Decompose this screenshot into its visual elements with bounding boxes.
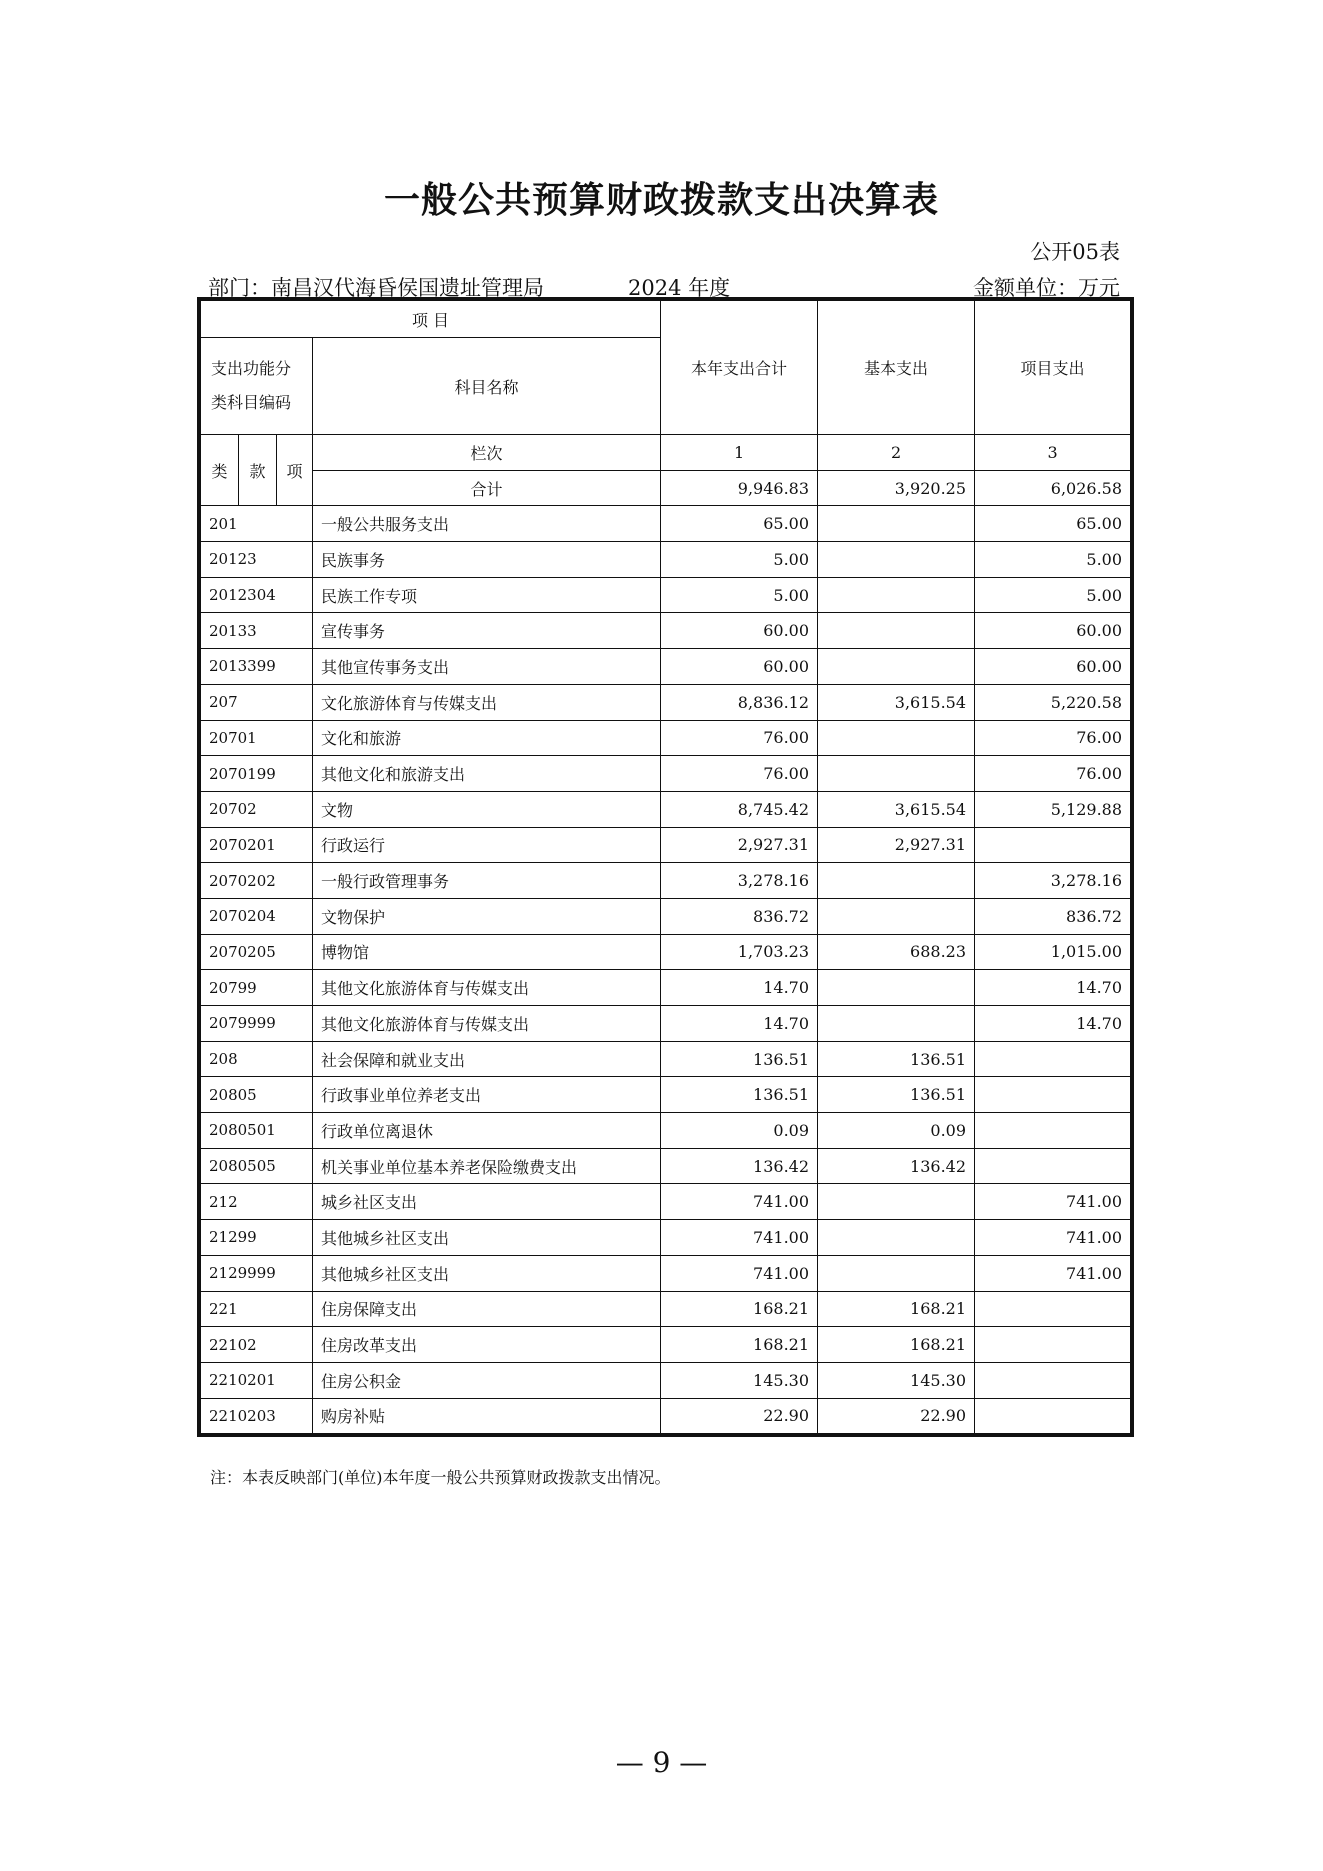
row-name: 其他文化旅游体育与传媒支出	[313, 970, 661, 1006]
row-basic: 2,927.31	[818, 827, 975, 863]
row-total: 60.00	[661, 649, 818, 685]
row-basic: 3,615.54	[818, 791, 975, 827]
row-name: 行政运行	[313, 827, 661, 863]
row-project	[975, 1148, 1131, 1184]
table-row	[201, 1255, 1131, 1291]
table-row	[201, 898, 1131, 934]
header-lei: 类	[201, 435, 239, 506]
row-total: 14.70	[661, 1006, 818, 1042]
row-total: 168.21	[661, 1291, 818, 1327]
row-project: 76.00	[975, 756, 1131, 792]
row-name: 博物馆	[313, 934, 661, 970]
header-code-group	[201, 338, 313, 435]
row-code: 2210203	[201, 1398, 313, 1434]
table-row	[201, 1006, 1131, 1042]
table-row	[201, 577, 1131, 613]
row-name: 民族工作专项	[313, 577, 661, 613]
row-code: 2070199	[201, 756, 313, 792]
row-basic	[818, 1220, 975, 1256]
table-row	[201, 1362, 1131, 1398]
row-basic	[818, 577, 975, 613]
table-row	[201, 1220, 1131, 1256]
header-code-group-text: 支出功能分类科目编码	[211, 359, 292, 412]
row-total: 136.51	[661, 1077, 818, 1113]
row-name: 其他宣传事务支出	[313, 649, 661, 685]
table-row	[201, 720, 1131, 756]
row-total: 8,836.12	[661, 684, 818, 720]
row-project	[975, 1041, 1131, 1077]
header-name: 科目名称	[313, 338, 661, 435]
row-basic	[818, 613, 975, 649]
row-name: 一般公共服务支出	[313, 506, 661, 542]
row-project: 3,278.16	[975, 863, 1131, 899]
row-project: 14.70	[975, 1006, 1131, 1042]
budget-table	[200, 300, 1131, 1434]
table-row	[201, 1184, 1131, 1220]
header-lanci: 栏次	[313, 435, 661, 471]
row-name: 行政事业单位养老支出	[313, 1077, 661, 1113]
row-code: 21299	[201, 1220, 313, 1256]
row-project: 5.00	[975, 542, 1131, 578]
row-total: 22.90	[661, 1398, 818, 1434]
row-basic: 0.09	[818, 1113, 975, 1149]
header-row-lanci	[201, 435, 1131, 471]
row-total: 741.00	[661, 1255, 818, 1291]
row-total: 145.30	[661, 1362, 818, 1398]
row-basic: 136.51	[818, 1077, 975, 1113]
row-total: 168.21	[661, 1327, 818, 1363]
row-code: 20123	[201, 542, 313, 578]
row-basic: 3,615.54	[818, 684, 975, 720]
row-code: 201	[201, 506, 313, 542]
table-row	[201, 827, 1131, 863]
row-basic	[818, 756, 975, 792]
amount-unit: 金额单位：万元	[973, 276, 1120, 300]
row-basic	[818, 863, 975, 899]
table-row	[201, 791, 1131, 827]
row-project	[975, 1327, 1131, 1363]
row-total: 5.00	[661, 577, 818, 613]
row-project	[975, 1291, 1131, 1327]
header-col3: 项目支出	[975, 301, 1131, 435]
row-basic	[818, 542, 975, 578]
row-name: 文物	[313, 791, 661, 827]
row-project	[975, 1362, 1131, 1398]
table-row	[201, 970, 1131, 1006]
row-code: 2210201	[201, 1362, 313, 1398]
row-name: 文化旅游体育与传媒支出	[313, 684, 661, 720]
row-code: 20701	[201, 720, 313, 756]
row-total: 741.00	[661, 1184, 818, 1220]
page-number: — 9 —	[615, 1746, 708, 1779]
row-name: 住房公积金	[313, 1362, 661, 1398]
table-row	[201, 613, 1131, 649]
row-project	[975, 827, 1131, 863]
row-code: 20799	[201, 970, 313, 1006]
row-name: 其他文化和旅游支出	[313, 756, 661, 792]
row-total: 136.51	[661, 1041, 818, 1077]
header-row-item	[201, 301, 1131, 338]
row-project: 1,015.00	[975, 934, 1131, 970]
table-row	[201, 756, 1131, 792]
row-code: 2012304	[201, 577, 313, 613]
row-project: 76.00	[975, 720, 1131, 756]
row-project: 60.00	[975, 649, 1131, 685]
row-total: 1,703.23	[661, 934, 818, 970]
header-n3: 3	[975, 435, 1131, 471]
row-total: 65.00	[661, 506, 818, 542]
row-name: 购房补贴	[313, 1398, 661, 1434]
row-name: 行政单位离退休	[313, 1113, 661, 1149]
row-basic: 145.30	[818, 1362, 975, 1398]
table-row	[201, 1148, 1131, 1184]
table-row	[201, 1327, 1131, 1363]
table-row	[201, 1077, 1131, 1113]
row-code: 2070201	[201, 827, 313, 863]
row-name: 其他文化旅游体育与传媒支出	[313, 1006, 661, 1042]
row-code: 20805	[201, 1077, 313, 1113]
table-row	[201, 684, 1131, 720]
row-basic: 688.23	[818, 934, 975, 970]
row-code: 2079999	[201, 1006, 313, 1042]
row-name: 一般行政管理事务	[313, 863, 661, 899]
row-name: 文物保护	[313, 898, 661, 934]
row-basic: 136.42	[818, 1148, 975, 1184]
row-basic	[818, 1255, 975, 1291]
row-name: 其他城乡社区支出	[313, 1255, 661, 1291]
row-basic: 22.90	[818, 1398, 975, 1434]
table-row	[201, 542, 1131, 578]
fiscal-year: 2024 年度	[628, 276, 731, 300]
row-project	[975, 1398, 1131, 1434]
row-project: 741.00	[975, 1220, 1131, 1256]
total-col3: 6,026.58	[975, 470, 1131, 506]
row-project: 5,129.88	[975, 791, 1131, 827]
page-title: 一般公共预算财政拨款支出决算表	[383, 180, 939, 221]
footnote: 注：本表反映部门(单位)本年度一般公共预算财政拨款支出情况。	[210, 1468, 671, 1487]
table-row	[201, 1113, 1131, 1149]
row-basic	[818, 970, 975, 1006]
row-name: 住房保障支出	[313, 1291, 661, 1327]
row-project: 5.00	[975, 577, 1131, 613]
row-code: 221	[201, 1291, 313, 1327]
row-name: 住房改革支出	[313, 1327, 661, 1363]
department-label: 部门：南昌汉代海昏侯国遗址管理局	[208, 276, 544, 300]
header-col2: 基本支出	[818, 301, 975, 435]
table-row	[201, 863, 1131, 899]
header-item: 项 目	[201, 301, 661, 338]
row-name: 其他城乡社区支出	[313, 1220, 661, 1256]
row-name: 文化和旅游	[313, 720, 661, 756]
row-basic: 168.21	[818, 1327, 975, 1363]
row-total: 741.00	[661, 1220, 818, 1256]
table-row	[201, 1291, 1131, 1327]
table-row	[201, 934, 1131, 970]
row-total: 76.00	[661, 720, 818, 756]
row-total: 2,927.31	[661, 827, 818, 863]
header-n2: 2	[818, 435, 975, 471]
row-name: 民族事务	[313, 542, 661, 578]
row-basic	[818, 720, 975, 756]
row-name: 社会保障和就业支出	[313, 1041, 661, 1077]
row-basic	[818, 649, 975, 685]
row-code: 2080501	[201, 1113, 313, 1149]
header-xiang: 项	[277, 435, 313, 506]
row-basic	[818, 898, 975, 934]
row-total: 3,278.16	[661, 863, 818, 899]
header-n1: 1	[661, 435, 818, 471]
row-code: 20133	[201, 613, 313, 649]
total-row	[201, 470, 1131, 506]
row-basic	[818, 1006, 975, 1042]
row-total: 0.09	[661, 1113, 818, 1149]
row-name: 城乡社区支出	[313, 1184, 661, 1220]
table-row	[201, 649, 1131, 685]
row-total: 5.00	[661, 542, 818, 578]
total-col1: 9,946.83	[661, 470, 818, 506]
row-total: 14.70	[661, 970, 818, 1006]
row-code: 207	[201, 684, 313, 720]
row-project: 14.70	[975, 970, 1131, 1006]
header-kuan: 款	[239, 435, 277, 506]
header-col1: 本年支出合计	[661, 301, 818, 435]
row-code: 212	[201, 1184, 313, 1220]
row-code: 22102	[201, 1327, 313, 1363]
row-basic	[818, 506, 975, 542]
row-code: 2080505	[201, 1148, 313, 1184]
row-project: 5,220.58	[975, 684, 1131, 720]
row-code: 2070205	[201, 934, 313, 970]
row-code: 20702	[201, 791, 313, 827]
table-row	[201, 1041, 1131, 1077]
row-total: 60.00	[661, 613, 818, 649]
row-basic: 136.51	[818, 1041, 975, 1077]
row-project: 836.72	[975, 898, 1131, 934]
row-code: 2129999	[201, 1255, 313, 1291]
row-total: 8,745.42	[661, 791, 818, 827]
row-code: 2070204	[201, 898, 313, 934]
row-project: 741.00	[975, 1255, 1131, 1291]
row-basic	[818, 1184, 975, 1220]
row-name: 机关事业单位基本养老保险缴费支出	[313, 1148, 661, 1184]
row-project	[975, 1077, 1131, 1113]
table-row	[201, 1398, 1131, 1434]
row-total: 76.00	[661, 756, 818, 792]
row-project: 60.00	[975, 613, 1131, 649]
row-total: 836.72	[661, 898, 818, 934]
row-project	[975, 1113, 1131, 1149]
row-code: 2070202	[201, 863, 313, 899]
row-basic: 168.21	[818, 1291, 975, 1327]
row-code: 2013399	[201, 649, 313, 685]
total-col2: 3,920.25	[818, 470, 975, 506]
form-number: 公开05表	[1030, 240, 1120, 264]
row-project: 65.00	[975, 506, 1131, 542]
row-name: 宣传事务	[313, 613, 661, 649]
row-code: 208	[201, 1041, 313, 1077]
total-label: 合计	[313, 470, 661, 506]
row-project: 741.00	[975, 1184, 1131, 1220]
row-total: 136.42	[661, 1148, 818, 1184]
table-row	[201, 506, 1131, 542]
